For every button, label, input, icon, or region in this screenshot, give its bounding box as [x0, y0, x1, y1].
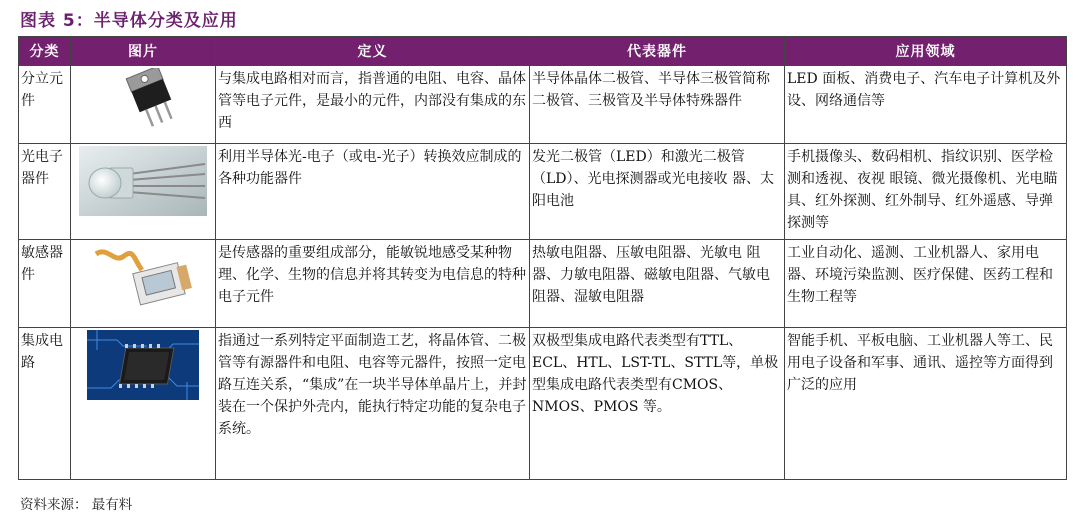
table-header-row [19, 37, 1067, 66]
table-row [19, 144, 1067, 240]
header-definition: 定义 [216, 37, 530, 66]
header-applications: 应用领域 [785, 37, 1067, 66]
source-note: 资料来源： 最有料 [20, 497, 133, 513]
semiconductor-table [18, 36, 1067, 480]
row-applications: 手机摄像头、数码相机、指纹识别、医学检测和透视、夜视 眼镜、微光摄像机、光电瞄具、红外探测、红外制导、红外遥感、导弹探测等 [785, 144, 1067, 240]
optoelectronic-image [71, 144, 216, 240]
row-category: 敏感器件 [19, 240, 71, 328]
row-applications: 工业自动化、遥测、工业机器人、家用电器、环境污染监测、医疗保健、医药工程和生物工程等 [785, 240, 1067, 328]
integrated-circuit-image [71, 328, 216, 480]
discrete-component-image [71, 66, 216, 144]
row-definition: 是传感器的重要组成部分，能敏锐地感受某种物理、化学、生物的信息并将其转变为电信息的特种电子元件 [216, 240, 530, 328]
header-category: 分类 [19, 37, 71, 66]
sensor-image [71, 240, 216, 328]
row-definition: 利用半导体光-电子（或电-光子）转换效应制成的各种功能器件 [216, 144, 530, 240]
table-row [19, 66, 1067, 144]
header-devices: 代表器件 [530, 37, 785, 66]
row-category: 集成电路 [19, 328, 71, 480]
led-photo-icon [79, 146, 207, 216]
header-picture: 图片 [71, 37, 216, 66]
sensor-icon [88, 242, 198, 312]
transistor-icon [93, 68, 193, 130]
row-category: 光电子器件 [19, 144, 71, 240]
table-row [19, 328, 1067, 480]
ic-chip-icon [87, 330, 199, 400]
row-devices: 双极型集成电路代表类型有TTL、ECL、HTL、LST-TL、STTL等，单极型集成电路代表类型有CMOS、NMOS、PMOS 等。 [530, 328, 785, 480]
figure-title: 图表 5：半导体分类及应用 [20, 11, 238, 31]
row-devices: 半导体晶体二极管、半导体三极管简称二极管、三极管及半导体特殊器件 [530, 66, 785, 144]
row-devices: 发光二极管（LED）和激光二极管（LD）、光电探测器或光电接收 器、太阳电池 [530, 144, 785, 240]
row-category: 分立元件 [19, 66, 71, 144]
table-row [19, 240, 1067, 328]
row-devices: 热敏电阻器、压敏电阻器、光敏电 阻器、力敏电阻器、磁敏电阻器、气敏电阻器、湿敏电阻器 [530, 240, 785, 328]
row-applications: 智能手机、平板电脑、工业机器人等工、民用电子设备和军事、通讯、遥控等方面得到广泛的应用 [785, 328, 1067, 480]
row-definition: 指通过一系列特定平面制造工艺，将晶体管、二极管等有源器件和电阻、电容等元器件，按照一定电路互连关系，“集成”在一块半导体单晶片上，并封装在一个保护外壳内，能执行特定功能的复杂电子系统。 [216, 328, 530, 480]
row-applications: LED 面板、消费电子、汽车电子计算机及外设、网络通信等 [785, 66, 1067, 144]
row-definition: 与集成电路相对而言，指普通的电阻、电容、晶体管等电子元件，是最小的元件，内部没有集成的东西 [216, 66, 530, 144]
